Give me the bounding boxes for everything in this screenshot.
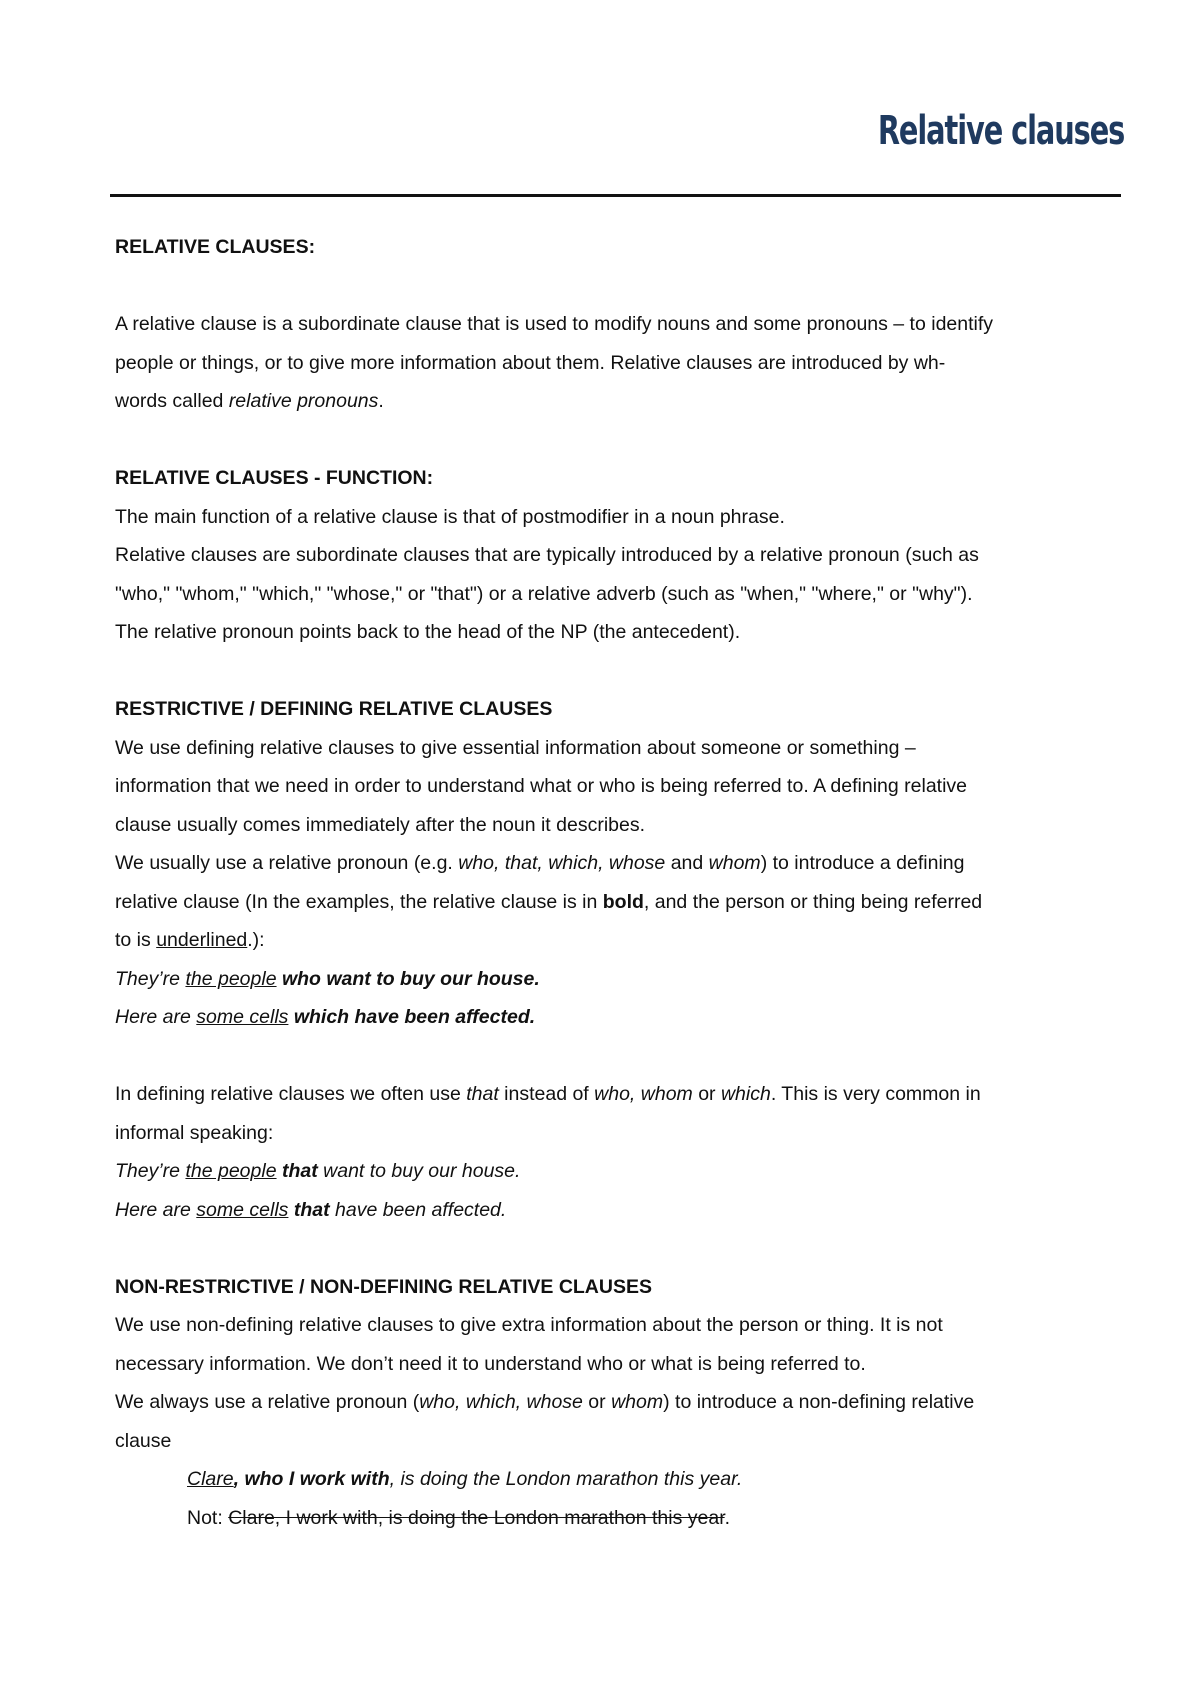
underlined-term: underlined — [156, 929, 248, 951]
paragraph-line: information that we need in order to understand what or who is being referred to. A defining relative — [115, 775, 968, 797]
text-run: instead of — [498, 1083, 595, 1105]
paragraph-line — [115, 1075, 1125, 1114]
italic-term: who, which, whose — [419, 1391, 583, 1413]
text-run: They’re — [115, 967, 186, 990]
spacer — [115, 1229, 1125, 1268]
text-run: ) to introduce a defining — [760, 852, 965, 874]
spacer — [115, 1037, 1125, 1076]
paragraph-line: Relative clauses are subordinate clauses that are typically introduced by a relative pronoun (such as — [115, 544, 979, 566]
paragraph-line: The relative pronoun points back to the head of the NP (the antecedent). — [115, 621, 741, 643]
relative-clause: , who I work with — [233, 1468, 390, 1490]
text-run: Here are — [115, 1198, 197, 1221]
paragraph-line — [115, 921, 1125, 960]
italic-term: which — [720, 1083, 771, 1105]
paragraph-line: people or things, or to give more information about them. Relative clauses are introduced by wh- — [115, 351, 946, 374]
title-divider — [110, 194, 1121, 197]
italic-term: who, whom — [594, 1083, 693, 1105]
paragraph-line: necessary information. We don’t need it to understand who or what is being referred to. — [115, 1352, 866, 1375]
italic-term: whom — [708, 852, 761, 874]
section-that-usage — [115, 1075, 1125, 1229]
text-run: to is — [115, 929, 157, 951]
example-sentence — [115, 1152, 1125, 1191]
text-run: relative clause (In the examples, the relative clause is in — [115, 890, 603, 913]
text-run: or — [692, 1083, 721, 1105]
section-non-defining — [115, 1268, 1125, 1538]
text-run: Not: — [187, 1506, 229, 1529]
italic-term: that — [466, 1083, 499, 1105]
paragraph-line: The main function of a relative clause is that of postmodifier in a noun phrase. — [115, 505, 785, 528]
section-defining — [115, 690, 1125, 1037]
paragraph-line — [115, 844, 1125, 883]
italic-term: who, that, which, whose — [458, 852, 666, 874]
text-run: , and the person or thing being referred — [643, 890, 983, 913]
relative-pronoun: that — [288, 1198, 330, 1221]
spacer — [115, 652, 1125, 691]
text-run: ) to introduce a non-defining relative — [663, 1391, 975, 1413]
antecedent: some cells — [196, 1006, 289, 1028]
relative-pronoun: that — [276, 1160, 318, 1182]
example-sentence — [115, 1460, 1125, 1499]
paragraph-line: A relative clause is a subordinate clause that is used to modify nouns and some pronouns – to identify — [115, 313, 994, 335]
text-run: They’re — [115, 1160, 186, 1182]
text-run: .): — [247, 929, 265, 951]
text-run: . This is very common in — [770, 1083, 981, 1105]
text-run: want to buy our house. — [317, 1160, 521, 1182]
spacer — [115, 267, 1125, 306]
document-body — [115, 228, 1125, 1537]
section-function — [115, 459, 1125, 652]
antecedent: some cells — [196, 1198, 289, 1221]
paragraph-line: informal speaking: — [115, 1121, 274, 1144]
example-sentence — [115, 998, 1125, 1037]
antecedent: the people — [185, 1160, 277, 1182]
paragraph-line — [115, 1383, 1125, 1422]
paragraph-line: clause — [115, 1429, 172, 1452]
text-run: Here are — [115, 1006, 197, 1028]
relative-clause: who want to buy our house. — [276, 967, 540, 990]
section-intro — [115, 228, 1125, 421]
spacer — [115, 421, 1125, 460]
text-run: We usually use a relative pronoun (e.g. — [115, 852, 459, 874]
incorrect-example — [115, 1499, 1125, 1538]
italic-term: relative pronouns — [228, 390, 379, 412]
text-run: words called — [115, 390, 229, 412]
text-run: , is doing the London marathon this year. — [389, 1468, 743, 1490]
section-heading: RELATIVE CLAUSES - FUNCTION: — [115, 467, 434, 489]
paragraph-line: clause usually comes immediately after the noun it describes. — [115, 813, 646, 836]
text-run: and — [665, 852, 709, 874]
paragraph-line: We use non-defining relative clauses to give extra information about the person or thing. It is not — [115, 1314, 943, 1336]
example-sentence — [115, 1191, 1125, 1230]
document-title: Relative clauses — [877, 108, 1124, 154]
paragraph-line — [115, 382, 1125, 421]
paragraph-line: "who," "whom," "which," "whose," or "that") or a relative adverb (such as "when," "where," or "why"). — [115, 582, 973, 605]
text-run: We always use a relative pronoun ( — [115, 1391, 420, 1413]
text-run: or — [582, 1391, 612, 1413]
antecedent: the people — [185, 967, 277, 990]
struck-example: Clare, I work with, is doing the London marathon this year — [228, 1506, 725, 1529]
text-run: . — [378, 390, 384, 412]
antecedent: Clare — [187, 1468, 234, 1490]
section-heading: NON-RESTRICTIVE / NON-DEFINING RELATIVE CLAUSES — [115, 1275, 652, 1298]
paragraph-line — [115, 883, 1125, 922]
bold-term: bold — [602, 890, 644, 913]
paragraph-line: We use defining relative clauses to give essential information about someone or something – — [115, 736, 916, 759]
italic-term: whom — [611, 1391, 664, 1413]
section-heading: RELATIVE CLAUSES: — [115, 236, 316, 258]
relative-clause: which have been affected. — [288, 1006, 536, 1028]
text-run: have been affected. — [329, 1198, 507, 1221]
example-sentence — [115, 960, 1125, 999]
section-heading: RESTRICTIVE / DEFINING RELATIVE CLAUSES — [115, 698, 553, 720]
text-run: In defining relative clauses we often use — [115, 1083, 467, 1105]
text-run: . — [724, 1506, 731, 1529]
